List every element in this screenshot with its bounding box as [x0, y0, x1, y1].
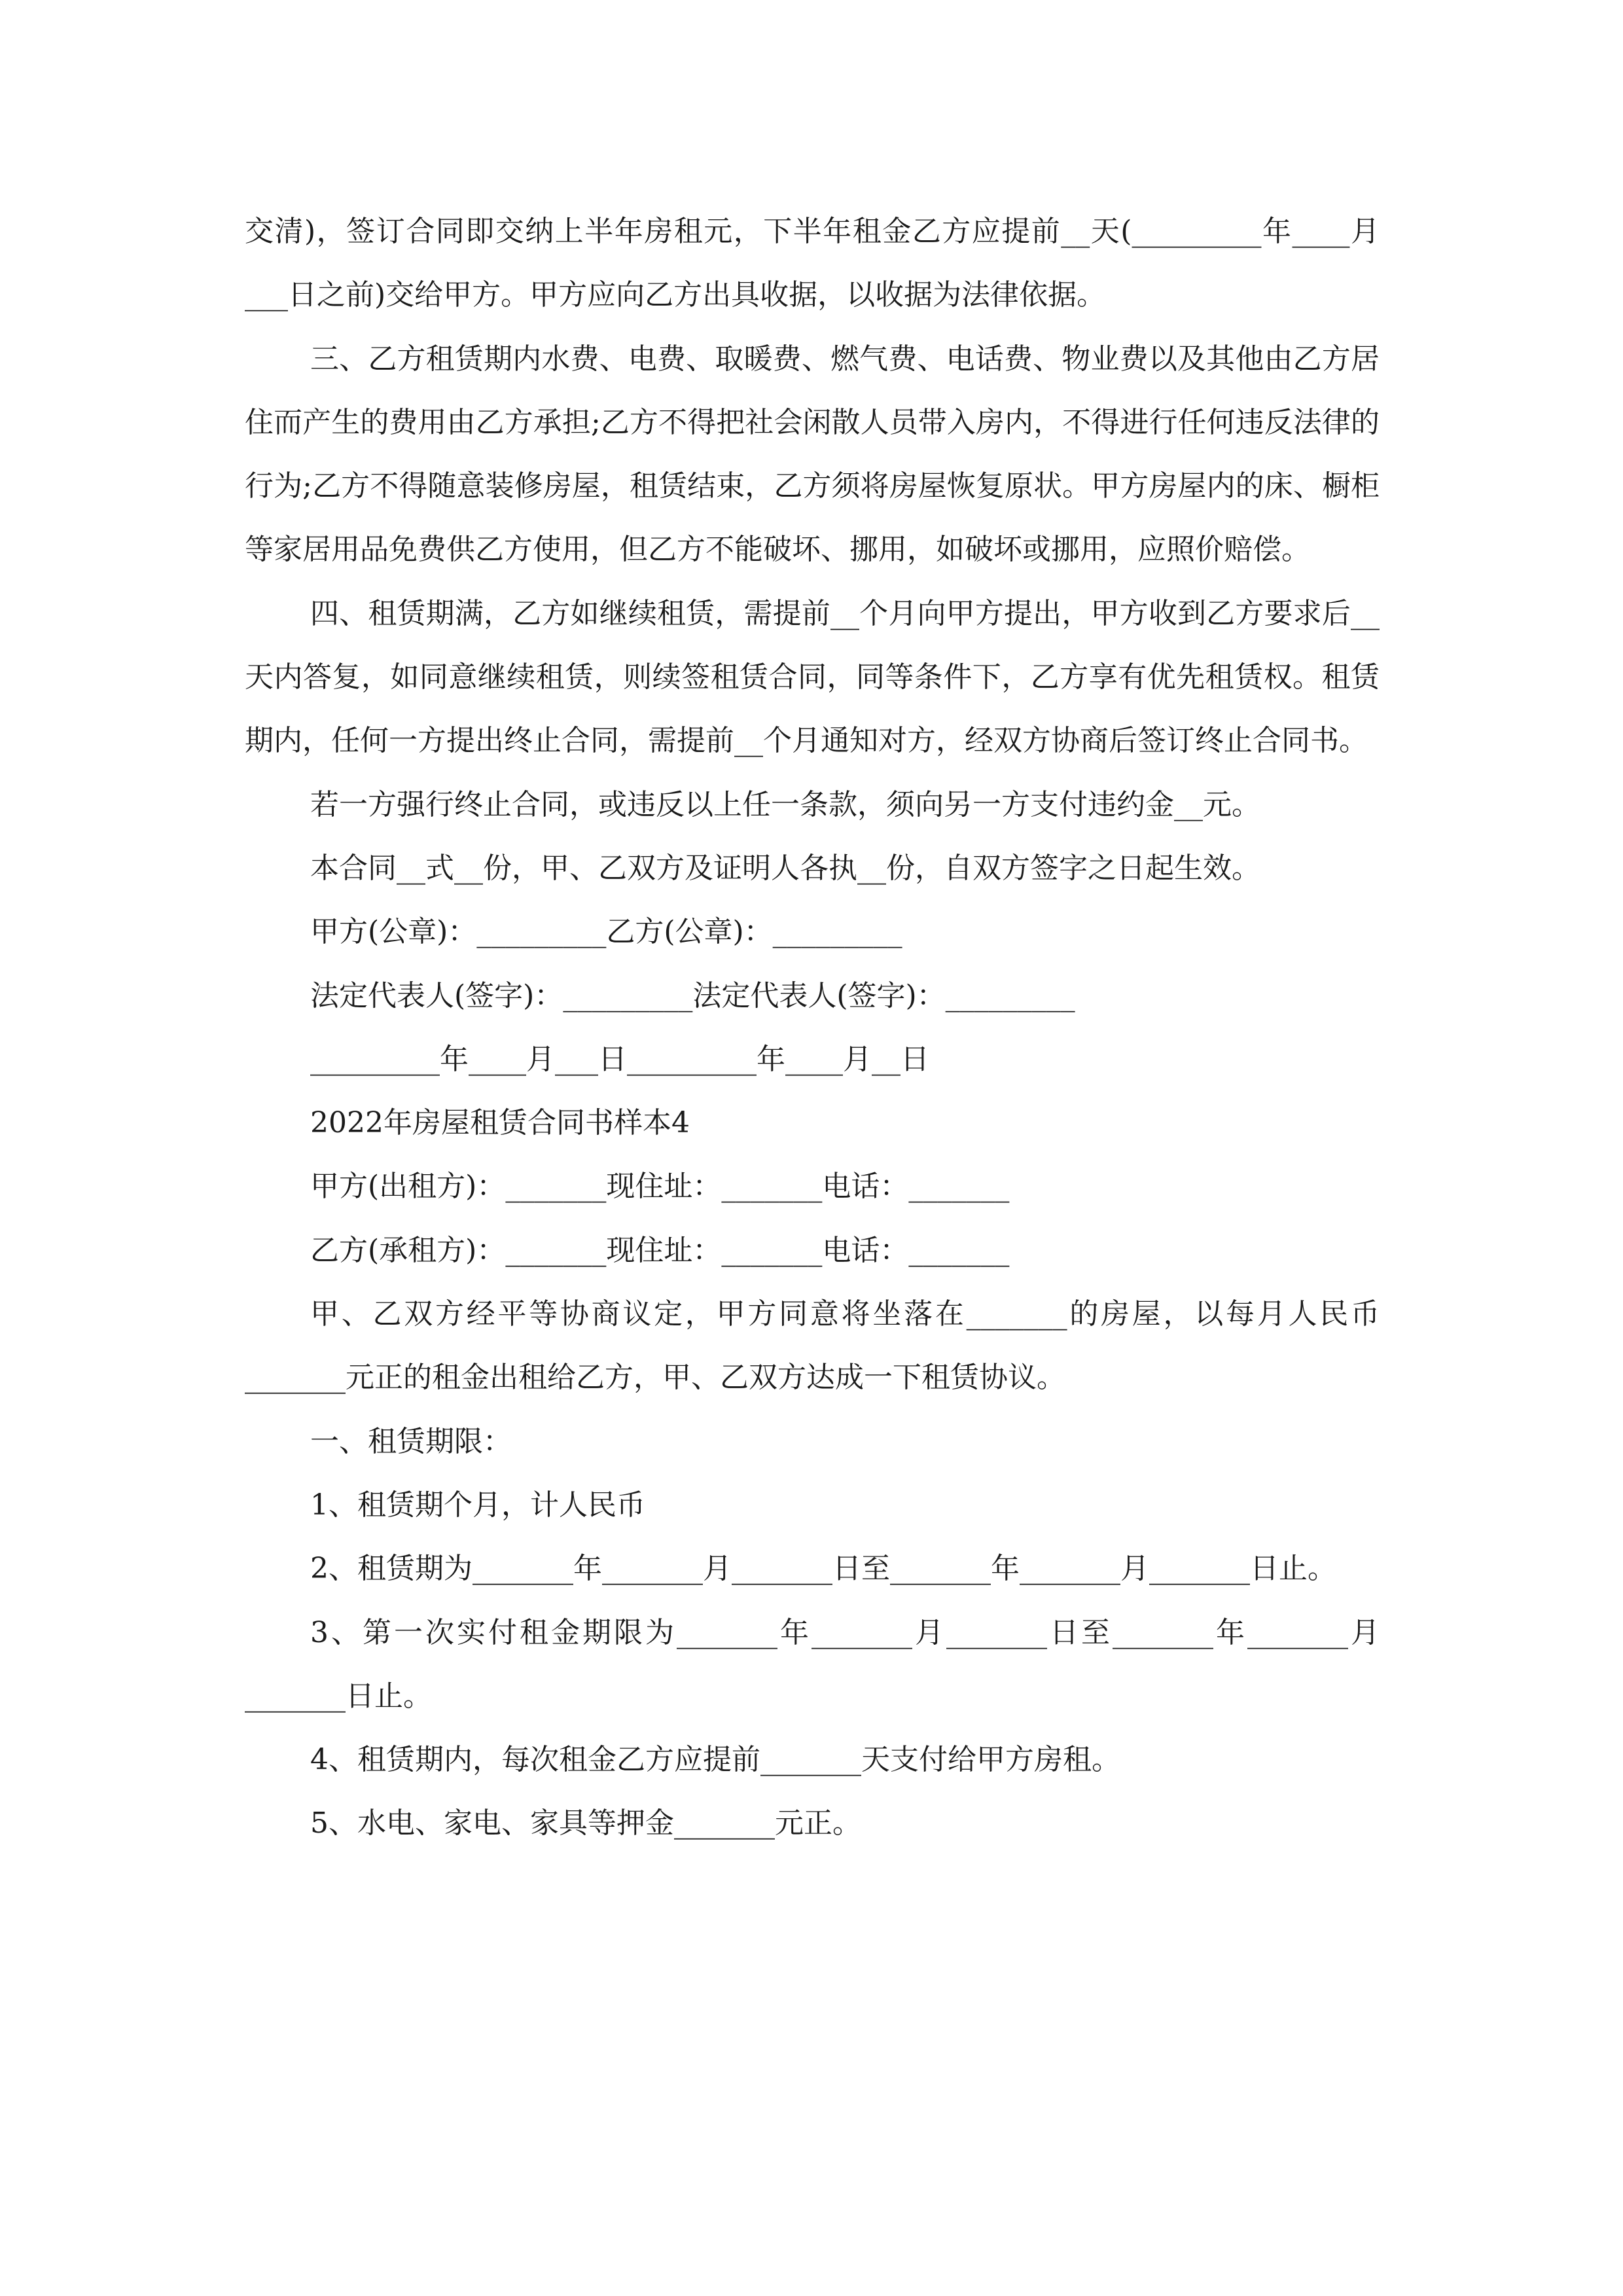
paragraph-section-4-renewal: 四、租赁期满，乙方如继续租赁，需提前__个月向甲方提出，甲方收到乙方要求后__天内答复，如同意继续租赁，则续签租赁合同，同等条件下，乙方享有优先租赁权。租赁期内，任何一方提出终止合同，需提前__个月通知对方，经双方协商后签订终止合同书。 [245, 596, 1380, 758]
paragraph-copies: 本合同__式__份，甲、乙双方及证明人各执__份，自双方签字之日起生效。 [310, 851, 1260, 885]
paragraph-section-3-fees: 三、乙方租赁期内水费、电费、取暖费、燃气费、电话费、物业费以及其他由乙方居住而产生的费用由乙方承担;乙方不得把社会闲散人员带入房内，不得进行任何违反法律的行为;乙方不得随意装修房屋，租赁结束，乙方须将房屋恢复原状。甲方房屋内的床、橱柜等家居用品免费供乙方使用，但乙方不能破坏、挪用，如破坏或挪用，应照价赔偿。 [245, 342, 1380, 567]
section-1-heading: 一、租赁期限： [310, 1424, 512, 1458]
clause-1-2: 2、租赁期为_______年_______月_______日至_______年_______月_______日止。 [310, 1552, 1336, 1586]
signature-seals-line: 甲方(公章)：_________乙方(公章)：_________ [310, 915, 902, 949]
party-a-info: 甲方(出租方)：_______现住址：_______电话：_______ [310, 1170, 1010, 1204]
paragraph-penalty: 若一方强行终止合同，或违反以上任一条款，须向另一方支付违约金__元。 [310, 787, 1260, 821]
signature-representatives-line: 法定代表人(签字)：_________法定代表人(签字)：_________ [310, 978, 1075, 1013]
clause-1-4: 4、租赁期内，每次租金乙方应提前_______天支付给甲方房租。 [310, 1743, 1120, 1777]
clause-1-1: 1、租赁期个月，计人民币 [310, 1488, 645, 1522]
party-b-info: 乙方(承租方)：_______现住址：_______电话：_______ [310, 1233, 1010, 1267]
clause-1-3: 3、第一次实付租金期限为_______年_______月_______日至_______年_______月_______日止。 [245, 1615, 1380, 1713]
clause-1-5: 5、水电、家电、家具等押金_______元正。 [310, 1806, 861, 1840]
paragraph-agreement-intro: 甲、乙双方经平等协商议定，甲方同意将坐落在_______的房屋，以每月人民币_______元正的租金出租给乙方，甲、乙双方达成一下租赁协议。 [245, 1297, 1380, 1395]
sample-4-title: 2022年房屋租赁合同书样本4 [310, 1106, 690, 1140]
signature-dates-line: _________年____月___日_________年____月__日 [310, 1042, 929, 1076]
document-body [245, 200, 1380, 1856]
paragraph-rent-payment: 交清)，签订合同即交纳上半年房租元，下半年租金乙方应提前__天(_________年____月___日之前)交给甲方。甲方应向乙方出具收据，以收据为法律依据。 [245, 215, 1380, 312]
